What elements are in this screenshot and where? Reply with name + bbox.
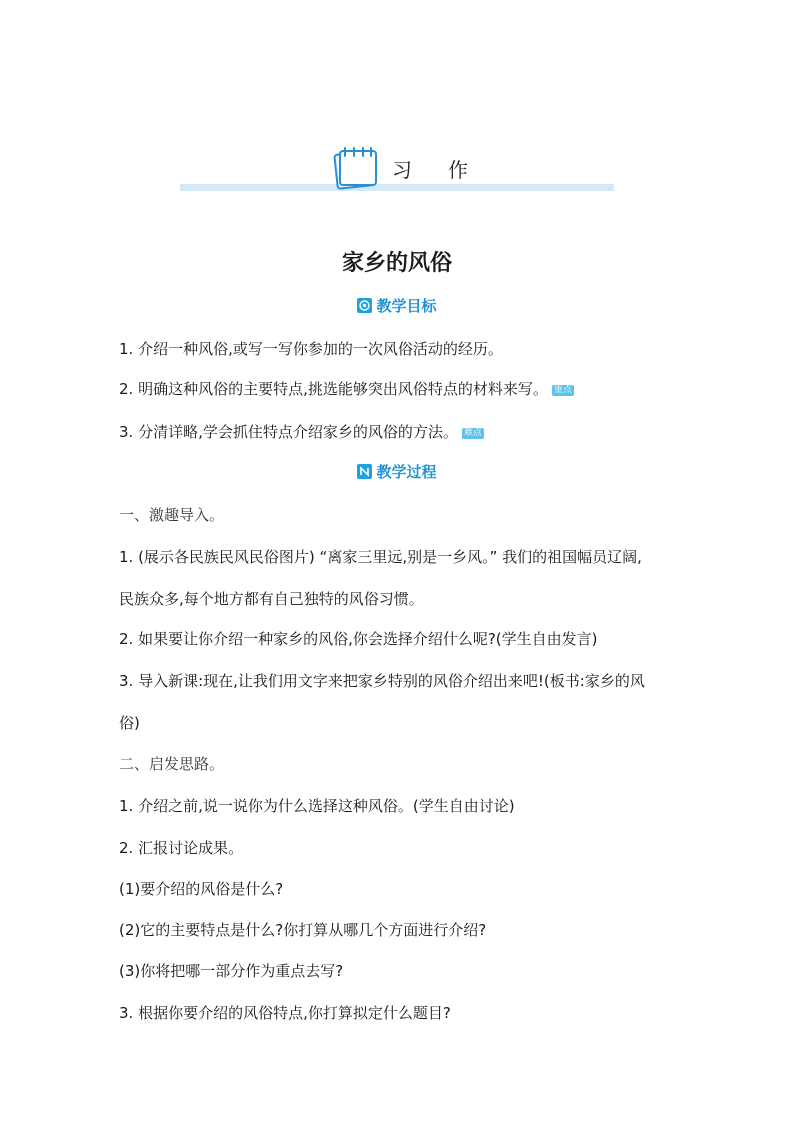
process-icon (357, 464, 372, 479)
target-icon (357, 298, 372, 313)
goal-item (119, 338, 679, 359)
paragraph-line: (2)它的主要特点是什么?你打算从哪几个方面进行介绍? (119, 921, 487, 939)
goal-text: 1. 介绍一种风俗,或写一写你参加的一次风俗活动的经历。 (119, 340, 503, 358)
part-title: 二、启发思路。 (119, 755, 225, 773)
paragraph-line: 1. (展示各民族民风民俗图片) “离家三里远,别是一乡风。” 我们的祖国幅员辽阔, (119, 548, 642, 566)
paragraph-line: 俗) (119, 714, 140, 732)
paragraph-line: 民族众多,每个地方都有自己独特的风俗习惯。 (119, 590, 424, 608)
goal-item (119, 421, 679, 442)
key-point-tag: 重点 (553, 385, 572, 395)
header-bar (180, 184, 614, 191)
process-heading (0, 461, 794, 482)
notebook-icon (328, 144, 380, 192)
paragraph-line: 1. 介绍之前,说一说你为什么选择这种风俗。(学生自由讨论) (119, 797, 515, 815)
section-title: 习作 (392, 158, 504, 182)
paragraph-line: (1)要介绍的风俗是什么? (119, 880, 284, 898)
difficulty-tag: 难点 (463, 428, 482, 438)
goals-heading (0, 295, 794, 316)
paragraph-line: (3)你将把哪一部分作为重点去写? (119, 962, 344, 980)
section-header (180, 140, 614, 192)
document-title: 家乡的风俗 (341, 251, 452, 276)
goal-item (119, 378, 679, 399)
process-heading-text: 教学过程 (376, 463, 437, 481)
goals-heading-text: 教学目标 (376, 297, 437, 315)
paragraph-line: 3. 根据你要介绍的风俗特点,你打算拟定什么题目? (119, 1004, 451, 1022)
goal-text: 2. 明确这种风俗的主要特点,挑选能够突出风俗特点的材料来写。 (119, 380, 548, 398)
paragraph-line: 2. 如果要让你介绍一种家乡的风俗,你会选择介绍什么呢?(学生自由发言) (119, 630, 598, 648)
paragraph-line: 3. 导入新课:现在,让我们用文字来把家乡特别的风俗介绍出来吧!(板书:家乡的风 (119, 672, 645, 690)
goal-text: 3. 分清详略,学会抓住特点介绍家乡的风俗的方法。 (119, 423, 458, 441)
paragraph-line: 2. 汇报讨论成果。 (119, 839, 244, 857)
part-title: 一、激趣导入。 (119, 506, 225, 524)
